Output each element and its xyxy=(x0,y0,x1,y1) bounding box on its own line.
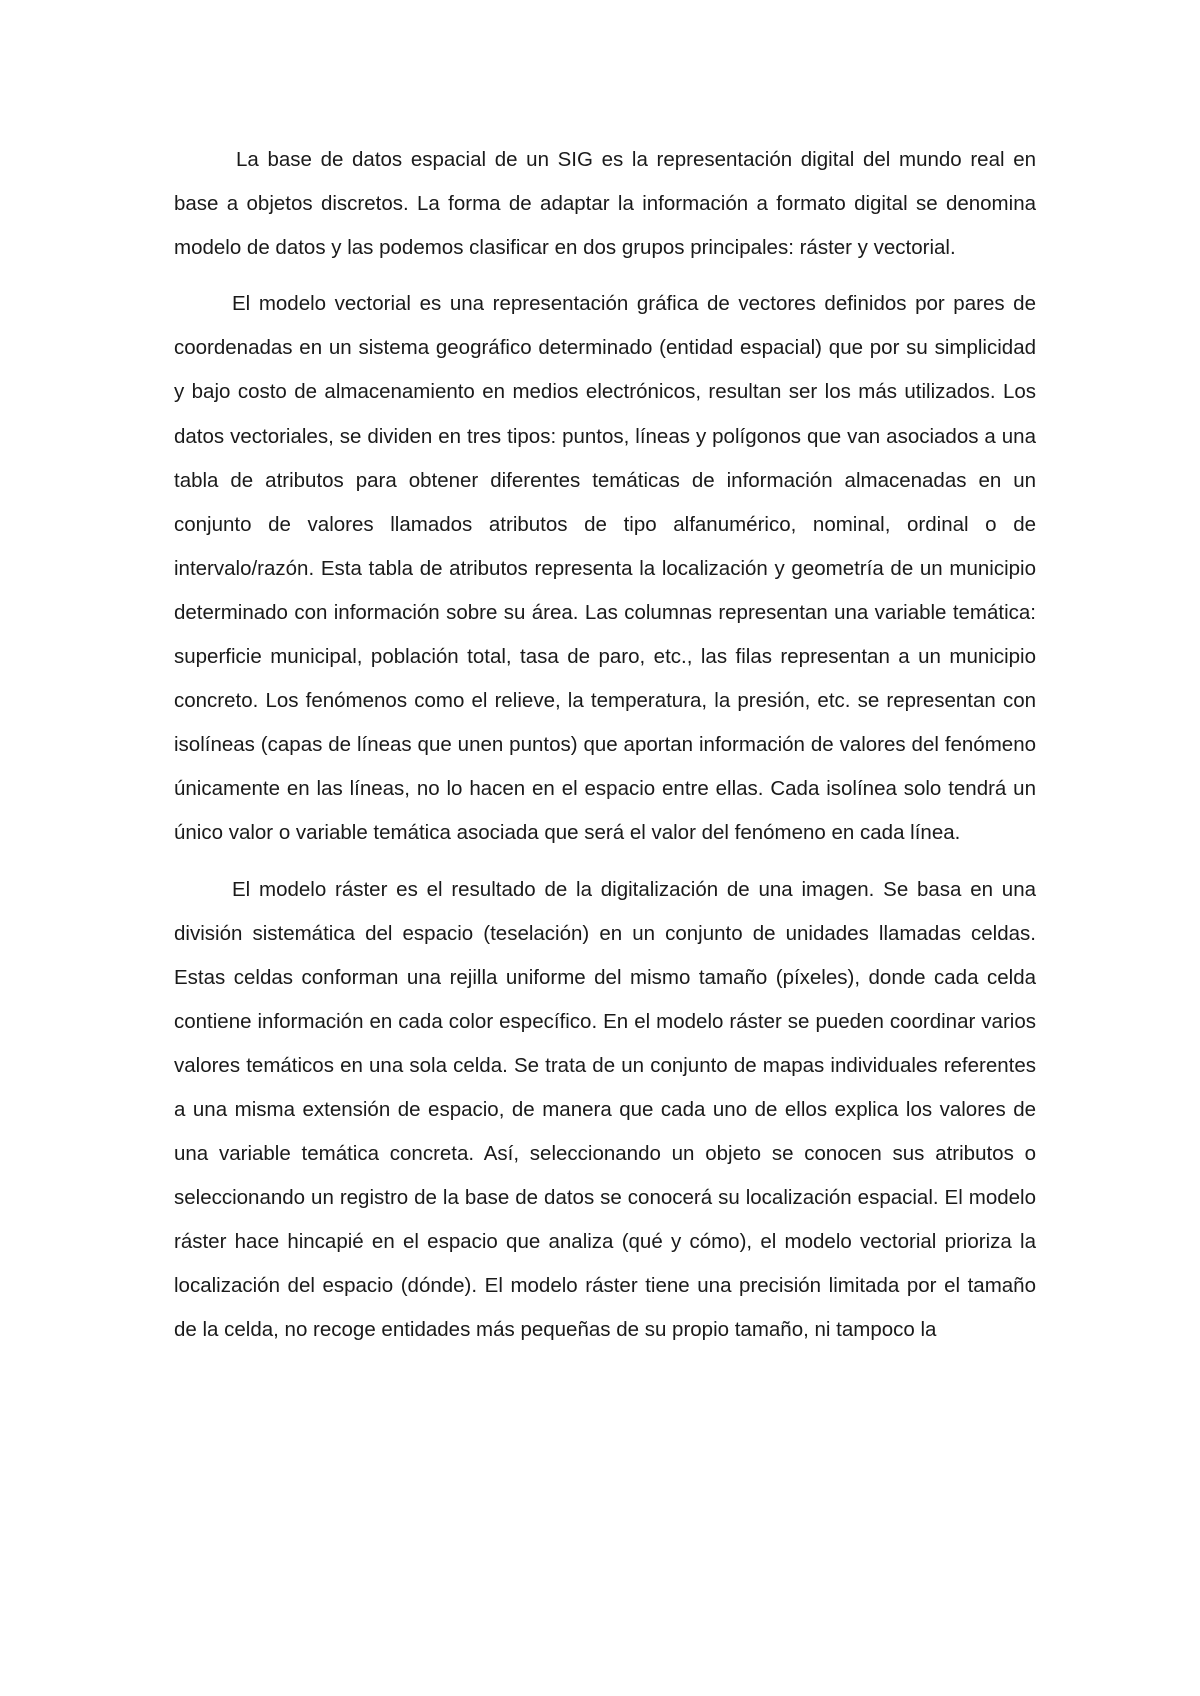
paragraph-raster-model: El modelo ráster es el resultado de la digitalización de una imagen. Se basa en una división sistemática del espacio (teselación) en un conjunto de unidades llamadas celdas. Estas celdas conforman una rejilla uniforme del mismo tamaño (píxeles), donde cada celda contiene información en cada color específico. En el modelo ráster se pueden coordinar varios valores temáticos en una sola celda. Se trata de un conjunto de mapas individuales referentes a una misma extensión de espacio, de manera que cada uno de ellos explica los valores de una variable temática concreta. Así, seleccionando un objeto se conocen sus atributos o seleccionando un registro de la base de datos se conocerá su localización espacial. El modelo ráster hace hincapié en el espacio que analiza (qué y cómo), el modelo vectorial prioriza la localización del espacio (dónde). El modelo ráster tiene una precisión limitada por el tamaño de la celda, no recoge entidades más pequeñas de su propio tamaño, ni tampoco la xyxy=(174,877,1036,1342)
paragraph-intro: La base de datos espacial de un SIG es la representación digital del mundo real en base a objetos discretos. La forma de adaptar la información a formato digital se denomina modelo de datos y las podemos clasificar en dos grupos principales: ráster y vectorial. xyxy=(174,148,1036,260)
body-text xyxy=(174,138,1036,1365)
paragraph-vector-model: El modelo vectorial es una representación gráfica de vectores definidos por pares de coordenadas en un sistema geográfico determinado (entidad espacial) que por su simplicidad y bajo costo de almacenamiento en medios electrónicos, resultan ser los más utilizados. Los datos vectoriales, se dividen en tres tipos: puntos, líneas y polígonos que van asociados a una tabla de atributos para obtener diferentes temáticas de información almacenadas en un conjunto de valores llamados atributos de tipo alfanumérico, nominal, ordinal o de intervalo/razón. Esta tabla de atributos representa la localización y geometría de un municipio determinado con información sobre su área. Las columnas representan una variable temática: superficie municipal, población total, tasa de paro, etc., las filas representan a un municipio concreto. Los fenómenos como el relieve, la temperatura, la presión, etc. se representan con isolíneas (capas de líneas que unen puntos) que aportan información de valores del fenómeno únicamente en las líneas, no lo hacen en el espacio entre ellas. Cada isolínea solo tendrá un único valor o variable temática asociada que será el valor del fenómeno en cada línea. xyxy=(174,292,1036,845)
